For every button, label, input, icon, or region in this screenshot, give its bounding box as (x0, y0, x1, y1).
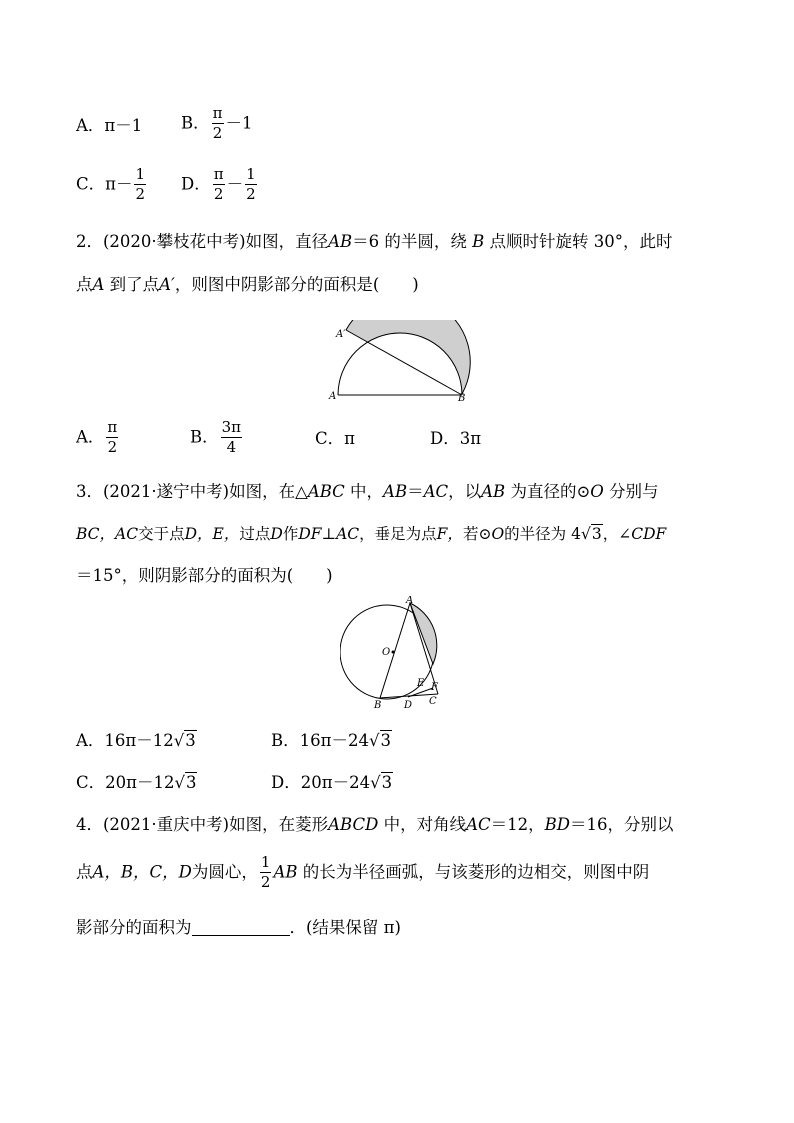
q1-option-d: D． $\frac{\pi}{2}$ － $\frac{1}{2}$ (181, 165, 256, 203)
q2-text-line1: 2．(2020·攀枝花中考)如图，直径AB＝6 的半圆，绕 B 点顺时针旋转 30°，此时 (76, 232, 673, 251)
q2-figure (322, 320, 472, 406)
answer-blank[interactable] (192, 934, 290, 936)
fraction: $\frac{1}{2}$ (246, 165, 256, 203)
q3-text-line3: ＝15°，则阴影部分的面积为( ) (76, 566, 333, 585)
q2-option-a: A． $\frac{\pi}{2}$ (76, 418, 118, 456)
q4-text-line1: 4．(2021·重庆中考)如图，在菱形ABCD 中，对角线AC＝12，BD＝16，分别以 (76, 815, 674, 834)
q3-option-a: A．16π－12√3 (76, 731, 196, 750)
q2-label-b: B (458, 393, 466, 404)
q3-label-e: E (417, 678, 425, 689)
q3-center-dot (392, 651, 395, 654)
fraction: $\frac{3\pi}{4}$ (221, 418, 242, 456)
fraction: $\frac{\pi}{2}$ (212, 104, 223, 142)
q2-option-b: B． $\frac{3\pi}{4}$ (190, 418, 242, 456)
sqrt: √3 (368, 731, 391, 750)
sqrt: √3 (370, 773, 393, 792)
q4-text-line2: 点A，B，C，D为圆心， $\frac{1}{2}$ AB 的长为半径画弧，与该菱形的边相交，则图中阴 (76, 853, 650, 891)
fraction: $\frac{1}{2}$ (260, 853, 271, 891)
q2-label-a: A (329, 391, 337, 402)
q2-option-c: C．π (315, 429, 355, 448)
q3-text-line2: BC，AC交于点D，E，过点D作DF⊥AC，垂足为点F，若⊙O的半径为 4√3，∠CDF (76, 525, 667, 543)
q3-label-f: F (431, 682, 438, 693)
fraction: $\frac{1}{2}$ (135, 165, 146, 203)
fraction: $\frac{\pi}{2}$ (107, 418, 118, 456)
q1-option-b: B． $\frac{\pi}{2}$ －1 (181, 104, 253, 142)
q3-option-b: B．16π－24√3 (271, 731, 391, 750)
q1-option-c: C．π－ $\frac{1}{2}$ (76, 165, 146, 203)
sqrt: √3 (173, 731, 196, 750)
fraction: $\frac{\pi}{2}$ (213, 165, 224, 203)
q3-option-c: C．20π－12√3 (76, 773, 197, 792)
q2-option-d: D．3π (430, 429, 482, 448)
q3-label-a: A (406, 596, 414, 606)
sqrt: √3 (580, 525, 602, 543)
q2-label-a1: A′ (336, 329, 346, 340)
q3-text-line1: 3．(2021·遂宁中考)如图，在△ABC 中，AB＝AC，以AB 为直径的⊙O 分别与 (76, 482, 659, 501)
q3-label-c: C (429, 696, 437, 707)
q4-text-line3: 影部分的面积为 ．(结果保留 π) (76, 918, 401, 937)
q2-text-line2: 点A 到了点A′，则图中阴影部分的面积是( ) (76, 275, 419, 294)
q3-label-o: O (382, 647, 391, 658)
sqrt: √3 (174, 773, 197, 792)
q3-option-d: D．20π－24√3 (271, 773, 393, 792)
q3-label-b: B (374, 700, 382, 711)
q3-label-d: D (404, 700, 413, 711)
q1-option-a: A．π－1 (76, 116, 143, 135)
q3-figure (340, 596, 450, 712)
